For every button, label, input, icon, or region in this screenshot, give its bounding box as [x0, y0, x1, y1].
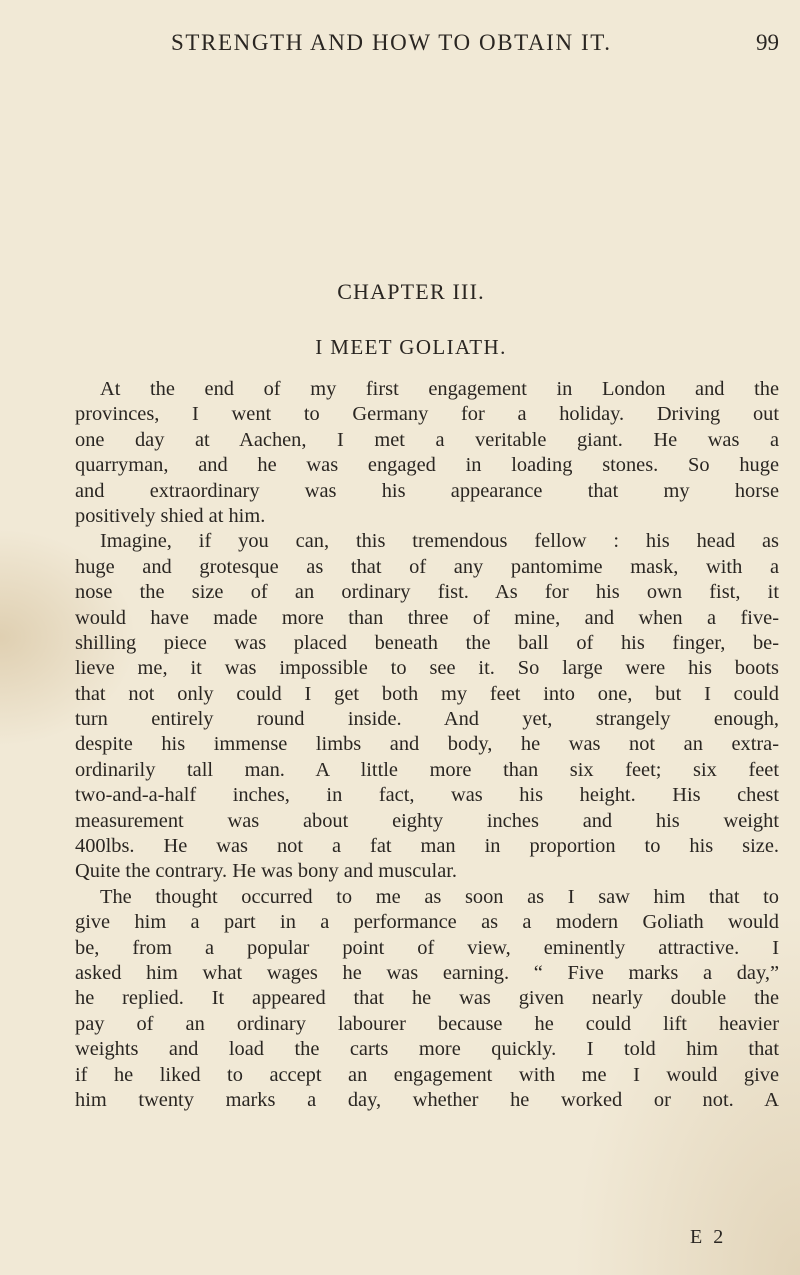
text-line: if he liked to accept an engagement with me I would give	[75, 1063, 779, 1086]
text-line: turn entirely round inside. And yet, strangely enough,	[75, 708, 779, 731]
text-line: Quite the contrary. He was bony and muscular.	[75, 860, 458, 883]
text-line: despite his immense limbs and body, he was not an extra-	[75, 733, 779, 756]
text-line: would have made more than three of mine, and when a five-	[75, 606, 779, 629]
text-line: 400lbs. He was not a fat man in proportion to his size.	[75, 835, 779, 858]
text-line: positively shied at him.	[75, 504, 266, 527]
text-line: lieve me, it was impossible to see it. So large were his boots	[75, 657, 779, 680]
chapter-label: CHAPTER III.	[337, 279, 485, 304]
text-line: pay of an ordinary labourer because he could lift heavier	[75, 1012, 779, 1035]
running-title: STRENGTH AND HOW TO OBTAIN IT.	[171, 30, 612, 55]
text-line: be, from a popular point of view, eminently attractive. I	[75, 936, 779, 959]
text-line: one day at Aachen, I met a veritable giant. He was a	[75, 428, 779, 451]
text-line: he replied. It appeared that he was given nearly double the	[75, 987, 779, 1010]
text-line: provinces, I went to Germany for a holiday. Driving out	[75, 403, 779, 426]
text-line: him twenty marks a day, whether he worked or not. A	[75, 1088, 779, 1111]
body-text	[75, 377, 779, 1113]
chapter-title: I MEET GOLIATH.	[315, 335, 507, 359]
text-line: ordinarily tall man. A little more than six feet; six feet	[75, 758, 779, 781]
page-number: 99	[756, 30, 779, 55]
text-line: asked him what wages he was earning. “ Five marks a day,”	[75, 961, 779, 984]
text-line: quarryman, and he was engaged in loading stones. So huge	[75, 454, 779, 477]
text-line: weights and load the carts more quickly. I told him that	[75, 1038, 779, 1061]
running-header	[171, 30, 779, 70]
text-line: and extraordinary was his appearance that my horse	[75, 479, 779, 502]
signature-mark: E 2	[690, 1226, 727, 1248]
text-line: nose the size of an ordinary fist. As for his own fist, it	[75, 581, 779, 604]
text-line: two-and-a-half inches, in fact, was his height. His chest	[75, 784, 779, 807]
text-line: The thought occurred to me as soon as I saw him that to	[100, 885, 779, 908]
text-line: measurement was about eighty inches and his weight	[75, 809, 779, 832]
text-line: shilling piece was placed beneath the ball of his finger, be-	[75, 631, 779, 654]
text-line: Imagine, if you can, this tremendous fellow : his head as	[100, 530, 779, 553]
text-line: At the end of my first engagement in London and the	[100, 378, 779, 400]
text-line: that not only could I get both my feet into one, but I could	[75, 682, 779, 705]
text-line: huge and grotesque as that of any pantomime mask, with a	[75, 555, 779, 578]
text-line: give him a part in a performance as a modern Goliath would	[75, 911, 779, 934]
